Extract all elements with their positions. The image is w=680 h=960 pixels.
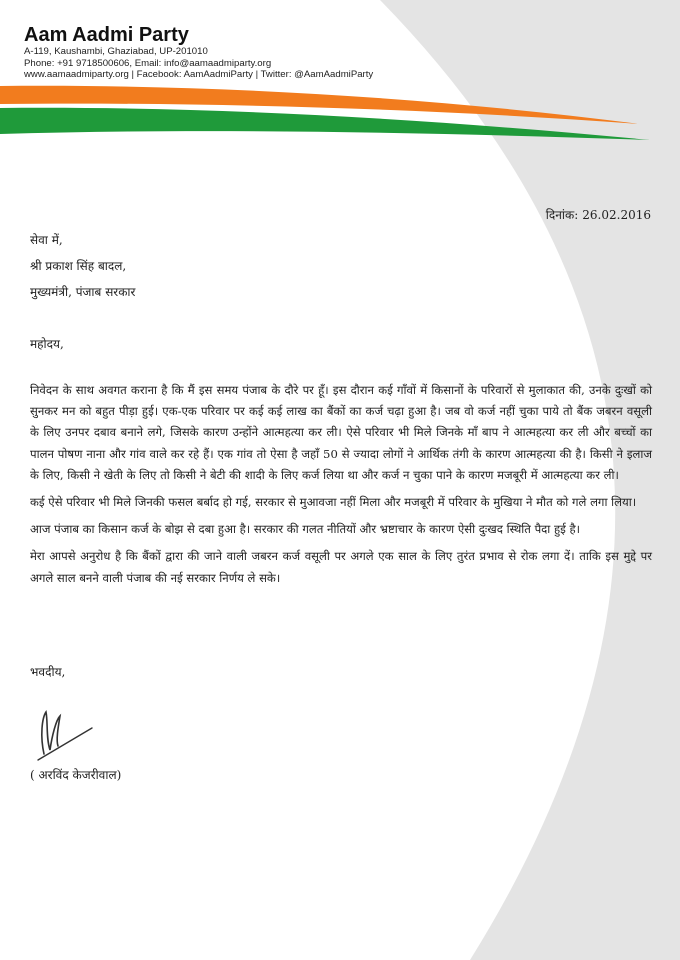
date-value: 26.02.2016 [582, 208, 651, 222]
recipient-salutation: सेवा में, [30, 233, 63, 247]
body-paragraph: निवेदन के साथ अवगत कराना है कि मैं इस समय पंजाब के दौरे पर हूँ। इस दौरान कई गाँवों में किसानों के परिवारों से मुलाकात की, उनके दुःखों को सुनकर मन को बहुत पीड़ा हुई। एक-एक परिवार पर कई कई लाख का बैंकों का कर्ज चढ़ा हुआ है। जब वो कर्ज नहीं चुका पाये तो बैंक जबरन वसूली के लिए उनपर दबाव बनाने लगे, जिसके कारण उन्होंने आत्महत्या कर ली। ऐसे परिवार भी मिले जिनके माँ बाप ने आत्महत्या कर ली और बच्चों का पालन पोषण नाना और गांव वाले कर रहे हैं। एक गांव तो ऐसा है जहाँ 50 से ज्यादा लोगों ने आर्थिक तंगी के कारण आत्महत्या की है। किसी ने इलाज के लिए, किसी ने खेती के लिए तो किसी ने बेटी की शादी के लिए कर्ज लिया था और कर्ज न चुका पाने के कारण मजबूरी में आत्महत्या कर ली। [30, 383, 652, 482]
body-paragraph: कई ऐसे परिवार भी मिले जिनकी फसल बर्बाद हो गई, सरकार से मुआवजा नहीं मिला और मजबूरी में परिवार के मुखिया ने मौत को गले लगा लिया। [30, 495, 637, 510]
signatory-name: ( अरविंद केजरीवाल) [30, 768, 122, 782]
recipient-name: श्री प्रकाश सिंह बादल, [30, 259, 127, 273]
greeting: महोदय, [30, 337, 64, 351]
recipient-designation: मुख्यमंत्री, पंजाब सरकार [30, 285, 136, 299]
body-paragraph: आज पंजाब का किसान कर्ज के बोझ से दबा हुआ है। सरकार की गलत नीतियों और भ्रष्टाचार के कारण ऐसी दुःखद स्थिति पैदा हुई है। [30, 522, 581, 537]
letterhead [24, 24, 373, 81]
letter-date [542, 206, 651, 223]
org-address: A-119, Kaushambi, Ghaziabad, UP-201010 [24, 46, 208, 57]
org-web: www.aamaadmiparty.org | Facebook: AamAadmiParty | Twitter: @AamAadmiParty [24, 69, 374, 80]
tricolor-swoosh [0, 78, 680, 148]
body-paragraph: मेरा आपसे अनुरोध है कि बैंकों द्वारा की जाने वाली जबरन कर्ज वसूली पर अगले एक साल के लिए तुरंत प्रभाव से रोक लगा दें। ताकि इस मुद्दे पर अगले साल बनने वाली पंजाब की नई सरकार निर्णय ले सके। [30, 549, 652, 585]
date-label: दिनांक: [545, 208, 579, 222]
letter-body [30, 380, 652, 595]
closing: भवदीय, [30, 665, 66, 679]
signature-image [34, 706, 104, 762]
org-name: Aam Aadmi Party [24, 24, 189, 46]
org-contact: Phone: +91 9718500606, Email: info@aamaadmiparty.org [24, 57, 272, 69]
